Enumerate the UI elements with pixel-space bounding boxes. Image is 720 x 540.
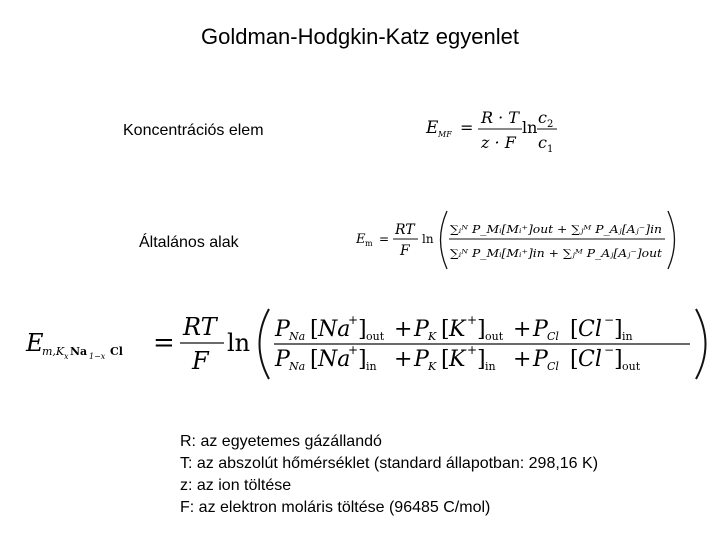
- eq3-den-k: K: [449, 347, 466, 372]
- eq3-num-na-close: ]: [358, 317, 367, 342]
- eq3-den-cl-loc: out: [622, 360, 641, 373]
- eq3-lhs-sub-x: x: [64, 352, 69, 361]
- eq3-lhs-sub-1-x: 1−x: [89, 352, 106, 361]
- eq1-c-num: c: [538, 108, 547, 127]
- eq1-equals: =: [460, 118, 474, 137]
- page-title: Goldman-Hodgkin-Katz egyenlet: [201, 24, 519, 49]
- eq3-den-p-k: P: [414, 347, 429, 372]
- eq3-num-plus1: +: [394, 317, 413, 342]
- eq3-num-k-open: [: [441, 317, 450, 342]
- eq3-num-cl: Cl: [578, 317, 602, 342]
- eq3-numerator: RT: [183, 313, 217, 341]
- sodium-potassium-chloride-equation: [22, 303, 718, 385]
- eq3-num-p-cl: P: [533, 317, 548, 342]
- eq3-den-p-k-sub: K: [428, 360, 437, 373]
- eq3-num-k-loc: out: [485, 330, 504, 343]
- eq1-lhs-sub: MF: [438, 130, 452, 139]
- eq3-right-paren: [696, 309, 706, 379]
- eq1-c-den: c: [538, 133, 547, 152]
- eq2-left-paren: [441, 211, 448, 269]
- definition-r: R: az egyetemes gázállandó: [180, 433, 382, 450]
- eq2-lhs: E: [356, 232, 366, 247]
- eq1-ln: ln: [522, 118, 538, 137]
- eq3-num-cl-loc: in: [622, 330, 633, 343]
- eq3-num-na: Na: [318, 317, 351, 342]
- eq3-den-na: Na: [318, 347, 351, 372]
- eq3-num-cl-close: ]: [614, 317, 623, 342]
- eq3-num-k: K: [449, 317, 466, 342]
- eq3-den-p-cl: P: [533, 347, 548, 372]
- eq3-lhs-sub: m,K: [42, 345, 65, 358]
- eq3-num-p-na: P: [275, 317, 290, 342]
- eq3-num-cl-open: [: [570, 317, 579, 342]
- eq3-den-cl-close: ]: [614, 347, 623, 372]
- definition-t: T: az abszolút hőmérséklet (standard állapotban: 298,16 K): [180, 455, 599, 472]
- eq3-num-k-close: ]: [477, 317, 486, 342]
- eq3-den-na-loc: in: [366, 360, 377, 373]
- eq3-den-cl-charge: −: [604, 343, 615, 357]
- eq2-ln: ln: [422, 232, 434, 246]
- eq3-num-k-charge: +: [467, 313, 478, 327]
- variable-definitions: [180, 431, 598, 519]
- eq1-denominator: z · F: [481, 133, 516, 152]
- eq2-equals: =: [379, 232, 390, 246]
- general-form-equation: [352, 205, 700, 275]
- eq3-num-na-loc: out: [366, 330, 385, 343]
- eq2-inner-numerator: ∑ᵢᴺ P_Mᵢ[Mᵢ⁺]out + ∑ⱼᴹ P_Aⱼ[Aⱼ⁻]in: [450, 223, 662, 236]
- eq3-num-na-charge: +: [348, 313, 359, 327]
- eq3-den-k-close: ]: [477, 347, 486, 372]
- eq3-num-p-k: P: [414, 317, 429, 342]
- eq3-den-plus2: +: [513, 347, 532, 372]
- eq3-den-k-charge: +: [467, 343, 478, 357]
- eq3-lhs-sub-na: Na: [70, 345, 88, 358]
- eq1-numerator: R · T: [481, 108, 519, 127]
- eq2-numerator: RT: [395, 222, 415, 238]
- definition-f: F: az elektron moláris töltése (96485 C/mol): [180, 499, 491, 516]
- eq3-inner-numerator: [274, 313, 633, 343]
- eq3-den-p-na: P: [275, 347, 290, 372]
- eq3-num-p-na-sub: Na: [289, 330, 306, 343]
- concentration-cell-equation: [420, 100, 570, 160]
- eq3-num-plus2: +: [513, 317, 532, 342]
- concentration-element-label: Koncentrációs elem: [123, 122, 264, 139]
- general-form-label: Általános alak: [139, 234, 239, 251]
- eq2-inner-denominator: ∑ᵢᴺ P_Mᵢ[Mᵢ⁺]in + ∑ⱼᴹ P_Aⱼ[Aⱼ⁻]out: [450, 247, 663, 260]
- eq2-lhs-sub: m: [365, 239, 373, 248]
- eq1-c-den-sub: 1: [547, 144, 554, 155]
- definition-z: z: az ion töltése: [180, 477, 292, 494]
- eq3-equals: =: [153, 328, 175, 358]
- eq1-c-num-sub: 2: [547, 119, 554, 130]
- eq3-den-cl: Cl: [578, 347, 602, 372]
- eq3-den-p-cl-sub: Cl: [547, 360, 559, 373]
- eq3-num-p-k-sub: K: [428, 330, 437, 343]
- eq3-num-cl-charge: −: [604, 313, 615, 327]
- eq3-lhs-sub-cl: Cl: [110, 345, 123, 358]
- eq3-den-plus1: +: [394, 347, 413, 372]
- eq3-den-na-open: [: [310, 347, 319, 372]
- eq3-den-k-loc: in: [485, 360, 496, 373]
- eq3-den-na-close: ]: [358, 347, 367, 372]
- eq2-denominator: F: [400, 243, 410, 259]
- eq3-left-paren: [260, 309, 270, 379]
- eq3-den-na-charge: +: [348, 343, 359, 357]
- eq3-inner-denominator: [274, 343, 641, 373]
- eq2-right-paren: [668, 211, 675, 269]
- eq3-num-p-cl-sub: Cl: [547, 330, 559, 343]
- eq3-den-k-open: [: [441, 347, 450, 372]
- eq1-lhs: E: [426, 118, 439, 138]
- eq3-lhs: E: [26, 329, 44, 357]
- eq3-den-cl-open: [: [570, 347, 579, 372]
- eq3-den-p-na-sub: Na: [289, 360, 306, 373]
- eq3-num-na-open: [: [310, 317, 319, 342]
- eq3-ln: ln: [227, 329, 251, 357]
- eq3-denominator: F: [192, 347, 209, 375]
